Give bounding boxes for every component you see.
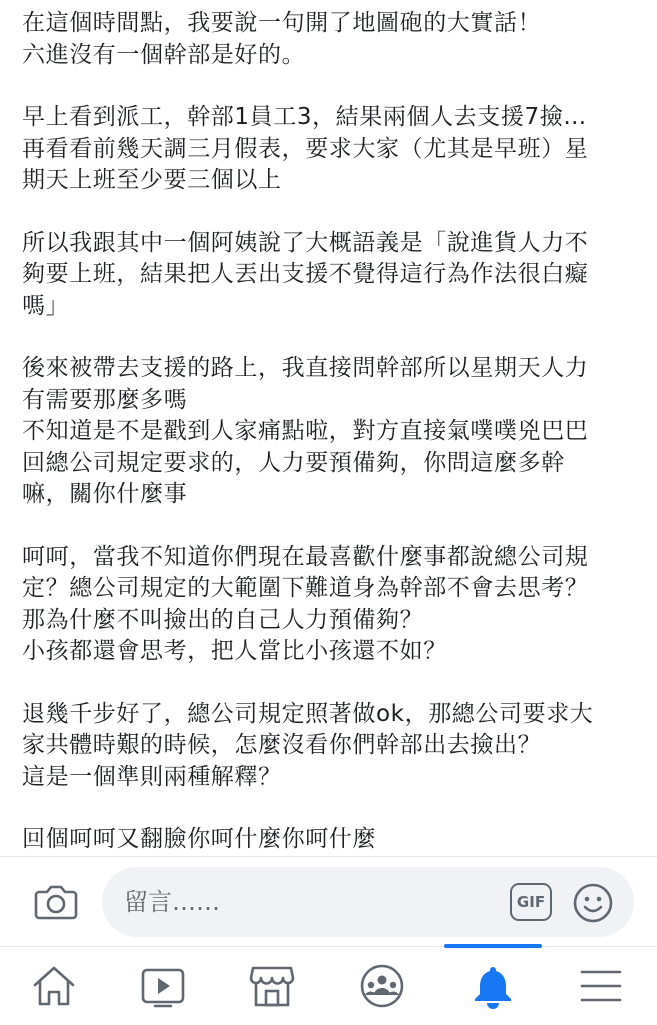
gif-label: GIF bbox=[516, 893, 546, 911]
post-text-line: 回個呵呵又翻臉你呵什麼你呵什麼 bbox=[22, 826, 376, 852]
notifications-icon bbox=[470, 963, 516, 1009]
gif-button[interactable] bbox=[510, 883, 552, 921]
comment-placeholder: 留言…… bbox=[124, 888, 220, 916]
active-tab-indicator bbox=[444, 944, 542, 948]
post-text-line: 再看看前幾天調三月假表，要求大家（尤其是早班）星 bbox=[22, 135, 589, 162]
post-text-line: 六進沒有一個幹部是好的。 bbox=[22, 41, 306, 68]
post-paragraph bbox=[22, 8, 634, 71]
tab-notifications[interactable] bbox=[463, 961, 523, 1011]
marketplace-icon bbox=[249, 964, 295, 1008]
tab-marketplace[interactable] bbox=[242, 961, 302, 1011]
groups-icon bbox=[359, 964, 405, 1008]
post-text-line: 那為什麼不叫撿出的自己人力預備夠？ bbox=[22, 606, 424, 633]
post-text-line: 小孩都還會思考，把人當比小孩還不如？ bbox=[22, 638, 447, 664]
post-text-line: 夠要上班，結果把人丟出支援不覺得這行為作法很白癡 bbox=[22, 261, 589, 287]
post-paragraph bbox=[22, 353, 634, 511]
post-text-line: 回總公司規定要求的，人力要預備夠，你問這麼多幹 bbox=[22, 449, 565, 476]
tab-groups[interactable] bbox=[352, 961, 412, 1011]
tab-menu[interactable] bbox=[571, 961, 631, 1011]
post-text-line: 後來被帶去支援的路上，我直接問幹部所以星期天人力 bbox=[22, 355, 589, 381]
post-text-line: 在這個時間點，我要說一句開了地圖砲的大實話！ bbox=[22, 10, 542, 36]
video-icon bbox=[140, 964, 186, 1008]
post-paragraph bbox=[22, 824, 634, 856]
post-text-line: 這是一個準則兩種解釋？ bbox=[22, 763, 282, 790]
smiley-icon bbox=[572, 882, 614, 924]
menu-icon bbox=[578, 964, 624, 1008]
post-text-line: 定？總公司規定的大範圍下難道身為幹部不會去思考？ bbox=[22, 575, 589, 601]
post-text-line: 退幾千步好了，總公司規定照著做ok，那總公司要求大 bbox=[22, 700, 594, 727]
camera-icon bbox=[34, 881, 78, 921]
post-text-line: 所以我跟其中一個阿姨說了大概語義是「說進貨人力不 bbox=[22, 229, 589, 256]
comment-input[interactable] bbox=[102, 867, 634, 937]
home-icon bbox=[31, 964, 77, 1008]
emoji-button[interactable] bbox=[572, 882, 614, 924]
post-text-line: 早上看到派工，幹部1員工3，結果兩個人去支援7撿… bbox=[22, 104, 587, 130]
post-text-line: 不知道是不是戳到人家痛點啦，對方直接氣噗噗兇巴巴 bbox=[22, 418, 589, 444]
post-text-line: 有需要那麼多嗎 bbox=[22, 386, 188, 413]
post-text-line: 嗎」 bbox=[22, 292, 70, 319]
post-body bbox=[22, 8, 634, 856]
post-text-line: 呵呵，當我不知道你們現在最喜歡什麼事都說總公司規 bbox=[22, 543, 589, 570]
post-paragraph bbox=[22, 228, 634, 323]
post-paragraph bbox=[22, 542, 634, 668]
camera-button[interactable] bbox=[32, 879, 80, 923]
post-text-line: 期天上班至少要三個以上 bbox=[22, 167, 282, 193]
bottom-tab-bar bbox=[0, 946, 657, 1025]
comment-composer bbox=[0, 856, 657, 947]
tab-home[interactable] bbox=[24, 961, 84, 1011]
tab-video[interactable] bbox=[133, 961, 193, 1011]
post-paragraph bbox=[22, 102, 634, 197]
post-paragraph bbox=[22, 699, 634, 794]
post-text-line: 家共體時艱的時候，怎麼沒看你們幹部出去撿出？ bbox=[22, 732, 542, 758]
post-text-line: 嘛，關你什麼事 bbox=[22, 481, 188, 507]
